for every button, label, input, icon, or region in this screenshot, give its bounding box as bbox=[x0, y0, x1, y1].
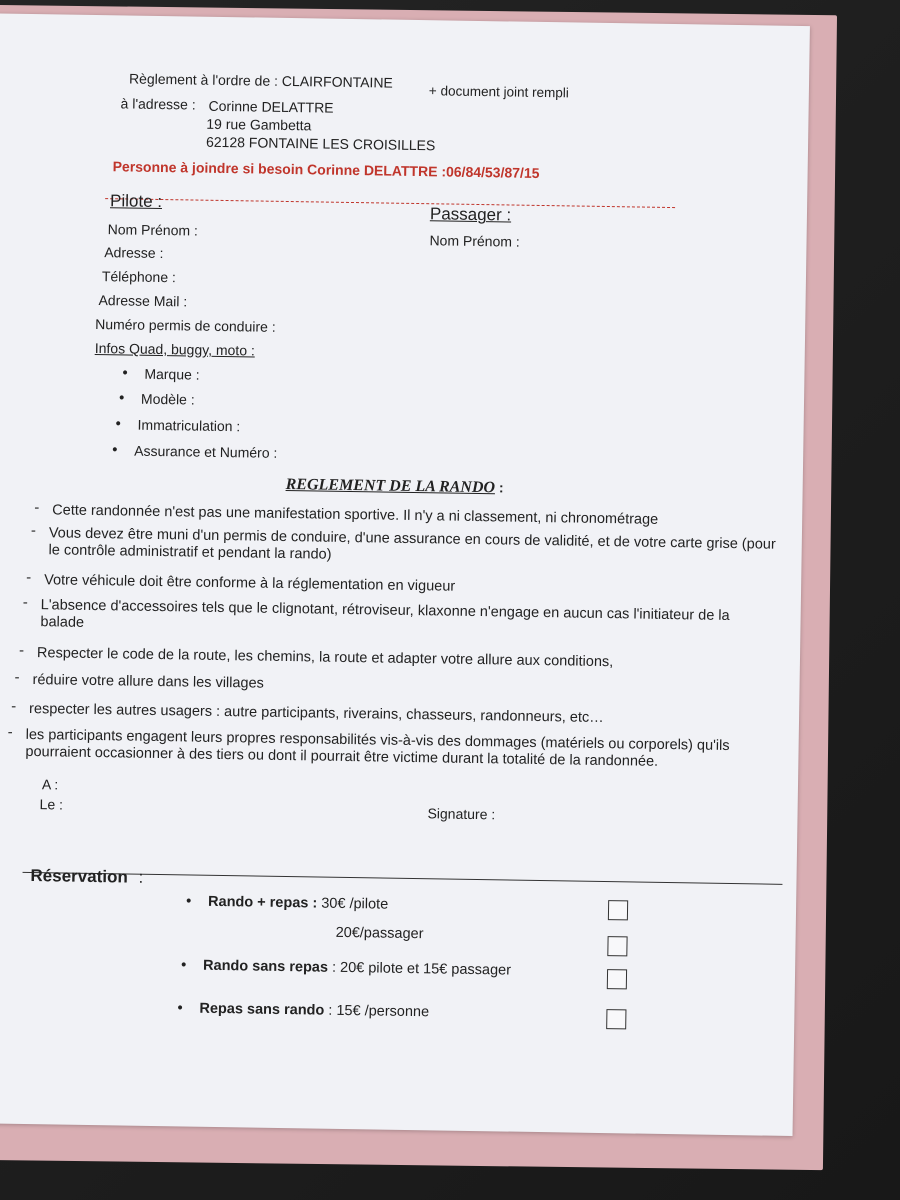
checkbox-rando-repas-pilote[interactable] bbox=[608, 900, 628, 920]
rule-item: - Respecter le code de la route, les chemins, la route et adapter votre allure aux conditions, bbox=[37, 645, 767, 673]
red-dashed-separator bbox=[105, 198, 675, 208]
option-label: Rando sans repas bbox=[202, 957, 329, 976]
rule-item: - Vous devez être muni d'un permis de conduire, d'une assurance en cours de validité, et de votre carte grise (pour le contrôle administratif et pendant la rando) bbox=[48, 525, 778, 570]
pilote-address-field: Adresse : bbox=[104, 244, 164, 262]
reservation-heading: Réservation bbox=[30, 866, 128, 887]
vehicle-registration-field: • Immatriculation : bbox=[137, 417, 240, 435]
address-city: 62128 FONTAINE LES CROISILLES bbox=[205, 133, 436, 154]
option-price: 20€/passager bbox=[335, 924, 424, 943]
reservation-heading-line bbox=[30, 866, 143, 888]
form-sheet bbox=[0, 13, 810, 1136]
contact-line: Personne à joindre si besoin Corinne DELATTRE :06/84/53/87/15 bbox=[112, 158, 540, 181]
vehicle-model-field: • Modèle : bbox=[141, 391, 195, 408]
reservation-heading-suffix: : bbox=[138, 867, 144, 887]
reservation-option-repas-sans-rando bbox=[199, 1001, 429, 1021]
rules-title: REGLEMENT DE LA RANDO bbox=[285, 475, 496, 497]
address-street: 19 rue Gambetta bbox=[206, 115, 312, 134]
option-price: : 15€ /personne bbox=[324, 1002, 430, 1021]
rule-item: - réduire votre allure dans les villages bbox=[32, 672, 762, 700]
pilote-heading: Pilote : bbox=[109, 191, 163, 212]
passager-heading: Passager : bbox=[429, 204, 512, 225]
address-name: Corinne DELATTRE bbox=[208, 97, 334, 116]
vehicle-insurance-field: • Assurance et Numéro : bbox=[134, 443, 277, 461]
passager-name-field: Nom Prénom : bbox=[429, 232, 520, 250]
address-label: à l'adresse : bbox=[120, 95, 196, 113]
checkbox-rando-repas-passager[interactable] bbox=[607, 936, 627, 956]
signature-field: Signature : bbox=[427, 805, 496, 823]
rule-item: - L'absence d'accessoires tels que le clignotant, rétroviseur, klaxonne n'engage en aucun cas l'initiateur de la balade bbox=[40, 597, 770, 642]
rules-title-suffix: : bbox=[494, 479, 504, 496]
vehicle-brand-field: • Marque : bbox=[144, 366, 199, 383]
pilote-license-field: Numéro permis de conduire : bbox=[95, 315, 276, 335]
option-price: 30€ /pilote bbox=[317, 895, 389, 913]
pilote-phone-field: Téléphone : bbox=[101, 268, 176, 286]
vehicle-info-heading: Infos Quad, buggy, moto : bbox=[94, 339, 255, 359]
reservation-option-rando-sans-repas bbox=[203, 958, 511, 979]
reservation-option-rando-repas bbox=[208, 894, 388, 913]
option-label: Rando + repas : bbox=[207, 893, 318, 912]
rule-item: - respecter les autres usagers : autre participants, riverains, chasseurs, randonneurs, etc… bbox=[29, 701, 759, 729]
checkbox-repas-sans-rando[interactable] bbox=[606, 1009, 626, 1029]
rule-item: - les participants engagent leurs propres responsabilités vis-à-vis des dommages (matériels ou corporels) qu'ils pourraient occasionner à des tiers ou dont il pourrait être victime durant la totalité de la randonnée. bbox=[25, 727, 770, 773]
option-price: : 20€ pilote et 15€ passager bbox=[327, 959, 512, 979]
pilote-email-field: Adresse Mail : bbox=[98, 292, 188, 310]
place-field: A : bbox=[41, 776, 59, 793]
checkbox-rando-sans-repas[interactable] bbox=[607, 969, 627, 989]
attached-document-note: + document joint rempli bbox=[428, 83, 569, 101]
rules-title-line bbox=[286, 476, 504, 497]
rule-item: - Cette randonnée n'est pas une manifestation sportive. Il n'y a ni classement, ni chronométrage bbox=[52, 502, 782, 530]
date-field: Le : bbox=[39, 796, 64, 813]
pilote-name-field: Nom Prénom : bbox=[107, 221, 199, 239]
payment-label: Règlement à l'ordre de : CLAIRFONTAINE bbox=[128, 70, 393, 91]
option-label: Repas sans rando bbox=[199, 1000, 325, 1019]
reservation-option-passager bbox=[336, 925, 424, 942]
rule-item: - Votre véhicule doit être conforme à la réglementation en vigueur bbox=[44, 572, 774, 600]
